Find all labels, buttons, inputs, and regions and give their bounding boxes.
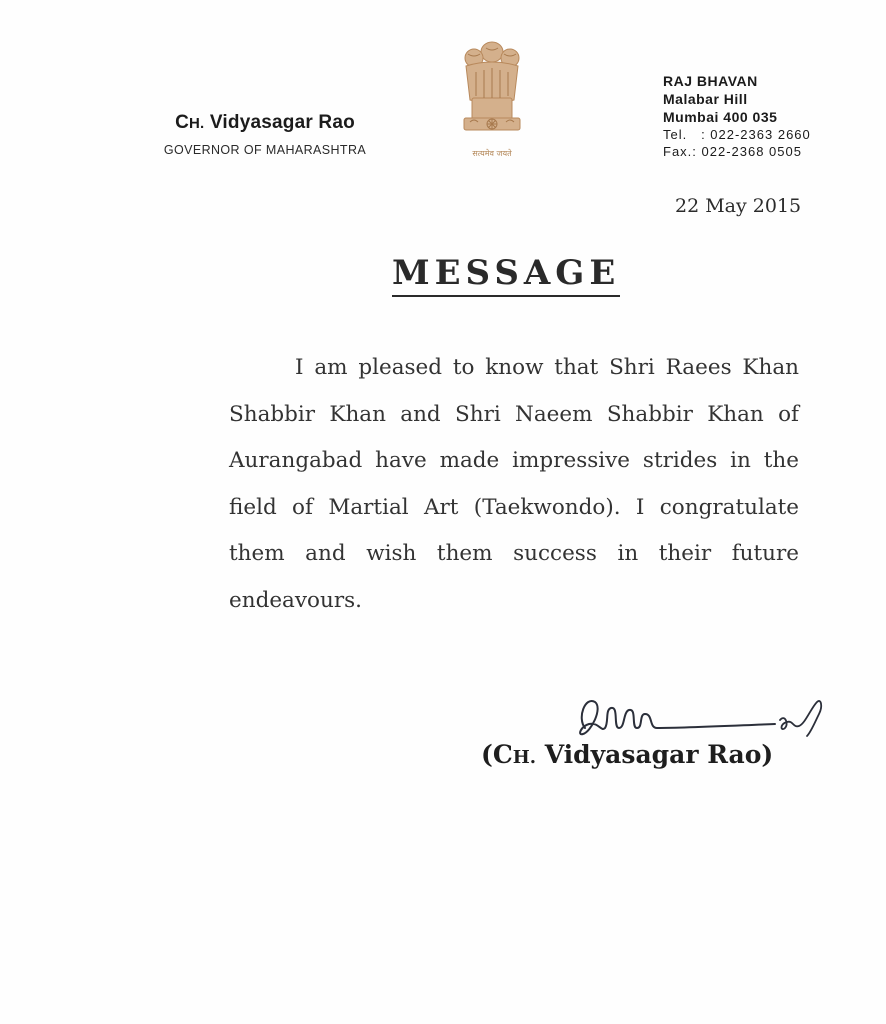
sender-name: CH. Vidyasagar Rao bbox=[175, 112, 355, 133]
page-title: MESSAGE bbox=[392, 252, 620, 297]
letter-date: 22 May 2015 bbox=[675, 195, 802, 217]
sender-title: GOVERNOR OF MAHARASHTRA bbox=[163, 143, 367, 157]
telephone: Tel. : 022-2363 2660 bbox=[663, 127, 811, 142]
fax: Fax.: 022-2368 0505 bbox=[663, 144, 802, 159]
signatory-name: (CH. Vidyasagar Rao) bbox=[481, 740, 774, 769]
address-block bbox=[663, 72, 811, 160]
address-line-1: RAJ BHAVAN bbox=[663, 73, 758, 89]
sender-block bbox=[120, 112, 410, 157]
message-body: I am pleased to know that Shri Raees Khan Shabbir Khan and Shri Naeem Shabbir Khan of Aurangabad have made impressive strides in the field of Martial Art (Taekwondo). I congratulate them and wish them success in their future endeavours. bbox=[229, 355, 799, 613]
emblem-motto: सत्यमेव जयते bbox=[472, 149, 512, 158]
national-emblem-icon bbox=[452, 38, 542, 168]
address-line-3: Mumbai 400 035 bbox=[663, 109, 778, 125]
address-line-2: Malabar Hill bbox=[663, 91, 748, 107]
